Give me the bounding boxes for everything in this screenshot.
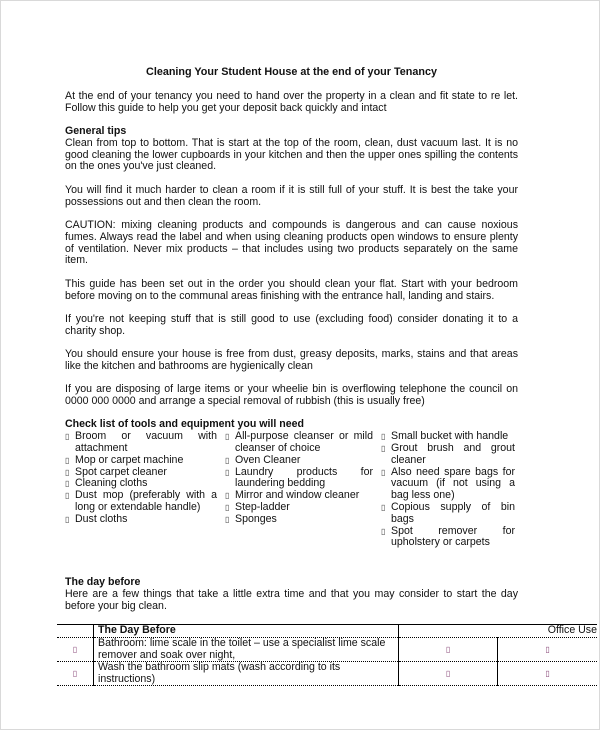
row-checkbox[interactable]	[57, 662, 94, 686]
tip-paragraph: This guide has been set out in the order you should clean your flat. Start with your bedroom before moving on to the communal areas finishing with the entrance hall, landing and stairs.	[65, 277, 518, 302]
checklist-item: ▯ Spot remover for upholstery or carpets	[381, 524, 515, 549]
table-header-task: The Day Before	[94, 625, 399, 638]
checklist-heading: Check list of tools and equipment you will need	[65, 418, 304, 431]
task-cell: Wash the bathroom slip mats (wash according to its instructions)	[94, 662, 399, 686]
checklist-item: ▯ Sponges	[225, 512, 277, 525]
task-cell: Bathroom: lime scale in the toilet – use a specialist lime scale remover and soak over night,	[94, 638, 399, 662]
checklist-item: ▯ Grout brush and grout cleaner	[381, 442, 515, 466]
checklist-column-1	[65, 431, 217, 549]
table-header-cell	[57, 625, 94, 638]
checklist-item: ▯ Mirror and window cleaner	[225, 489, 360, 502]
checkbox-icon: ▯	[225, 467, 230, 477]
day-before-text: Here are a few things that take a little extra time and that you may consider to start the day before your big clean.	[65, 587, 518, 612]
checklist-column-2	[225, 431, 373, 549]
checklist-item: ▯ Small bucket with handle	[381, 430, 509, 443]
checkbox-icon: ▯	[445, 668, 451, 678]
checkbox-icon: ▯	[225, 503, 230, 513]
checklist-item: ▯ Step-ladder	[225, 501, 290, 514]
checkbox-icon: ▯	[381, 467, 386, 477]
checklist-item: ▯ Oven Cleaner	[225, 453, 301, 466]
table-row	[57, 662, 597, 686]
checklist	[65, 431, 518, 549]
day-before-section	[65, 577, 518, 612]
checklist-item: ▯ Dust cloths	[65, 512, 128, 525]
day-before-table-container	[57, 624, 597, 685]
checklist-item: ▯ Broom or vacuum with attachment	[65, 430, 217, 455]
checkbox-icon: ▯	[72, 644, 78, 654]
office-checkbox[interactable]	[498, 638, 597, 662]
document-title: Cleaning Your Student House at the end of your Tenancy	[146, 66, 437, 78]
tip-paragraph: If you're not keeping stuff that is still good to use (excluding food) consider donating it to a charity shop.	[65, 312, 518, 337]
checkbox-icon: ▯	[445, 644, 451, 654]
office-checkbox[interactable]	[399, 638, 498, 662]
day-before-heading: The day before	[65, 576, 141, 588]
checkbox-icon: ▯	[225, 514, 230, 524]
office-checkbox[interactable]	[498, 662, 597, 686]
checklist-item: ▯ Dust mop (preferably with a long or extendable handle)	[65, 489, 217, 514]
checkbox-icon: ▯	[65, 479, 70, 489]
checkbox-icon: ▯	[381, 432, 386, 442]
checkbox-icon: ▯	[65, 491, 70, 501]
table-header-row	[57, 625, 597, 638]
general-tips-heading: General tips	[65, 124, 127, 137]
tip-paragraph: You should ensure your house is free from dust, greasy deposits, marks, stains and that areas like the kitchen and bathrooms are hygienically clean	[65, 348, 518, 372]
checkbox-icon: ▯	[65, 432, 70, 442]
document-body	[65, 67, 518, 549]
checklist-item: ▯ Cleaning cloths	[65, 477, 148, 490]
checkbox-icon: ▯	[381, 526, 386, 536]
checkbox-icon: ▯	[225, 432, 230, 442]
checkbox-icon: ▯	[65, 455, 70, 465]
checkbox-icon: ▯	[545, 644, 550, 654]
office-checkbox[interactable]	[399, 662, 498, 686]
checklist-item: ▯ All-purpose cleanser or mild cleanser of choice	[225, 430, 373, 455]
intro-paragraph: At the end of your tenancy you need to hand over the property in a clean and fit state to re let. Follow this guide to help you get your deposit back quickly and intact	[65, 89, 518, 114]
table-header-office-use: Office Use	[399, 625, 598, 638]
day-before-table	[57, 624, 597, 686]
checkbox-icon: ▯	[65, 467, 70, 477]
checklist-item: ▯ Spot carpet cleaner	[65, 465, 167, 478]
checklist-item: ▯ Copious supply of bin bags	[381, 501, 515, 525]
tip-paragraph: You will find it much harder to clean a room if it is still full of your stuff. It is best the take your possessions out and then clean the room.	[65, 183, 518, 208]
checkbox-icon: ▯	[225, 455, 230, 465]
table-row	[57, 638, 597, 662]
checklist-item: ▯ Laundry products for laundering bedding	[225, 465, 373, 490]
checklist-column-3	[381, 431, 515, 549]
tip-paragraph: Clean from top to bottom. That is start at the top of the room, clean, dust vacuum last. It is no good cleaning the lower cupboards in your kitchen and then the upper ones spilling the contents on the ones you've just cleaned.	[65, 136, 518, 173]
checklist-item: ▯ Mop or carpet machine	[65, 453, 184, 466]
checkbox-icon: ▯	[381, 503, 386, 513]
checkbox-icon: ▯	[545, 668, 550, 678]
row-checkbox[interactable]	[57, 638, 94, 662]
checkbox-icon: ▯	[65, 514, 70, 524]
caution-paragraph: CAUTION: mixing cleaning products and compounds is dangerous and can cause noxious fumes. Always read the label and when using cleaning products open windows to ensure plenty of ventilation. Never mix products – that includes using two products separately on the same item.	[65, 218, 518, 267]
checklist-item: ▯ Also need spare bags for vacuum (if not using a bag less one)	[381, 465, 515, 502]
tip-paragraph: If you are disposing of large items or your wheelie bin is overflowing telephone the council on 0000 000 0000 and arrange a special removal of rubbish (this is usually free)	[65, 383, 518, 408]
checkbox-icon: ▯	[381, 444, 386, 454]
checkbox-icon: ▯	[225, 491, 230, 501]
checkbox-icon: ▯	[72, 668, 78, 678]
